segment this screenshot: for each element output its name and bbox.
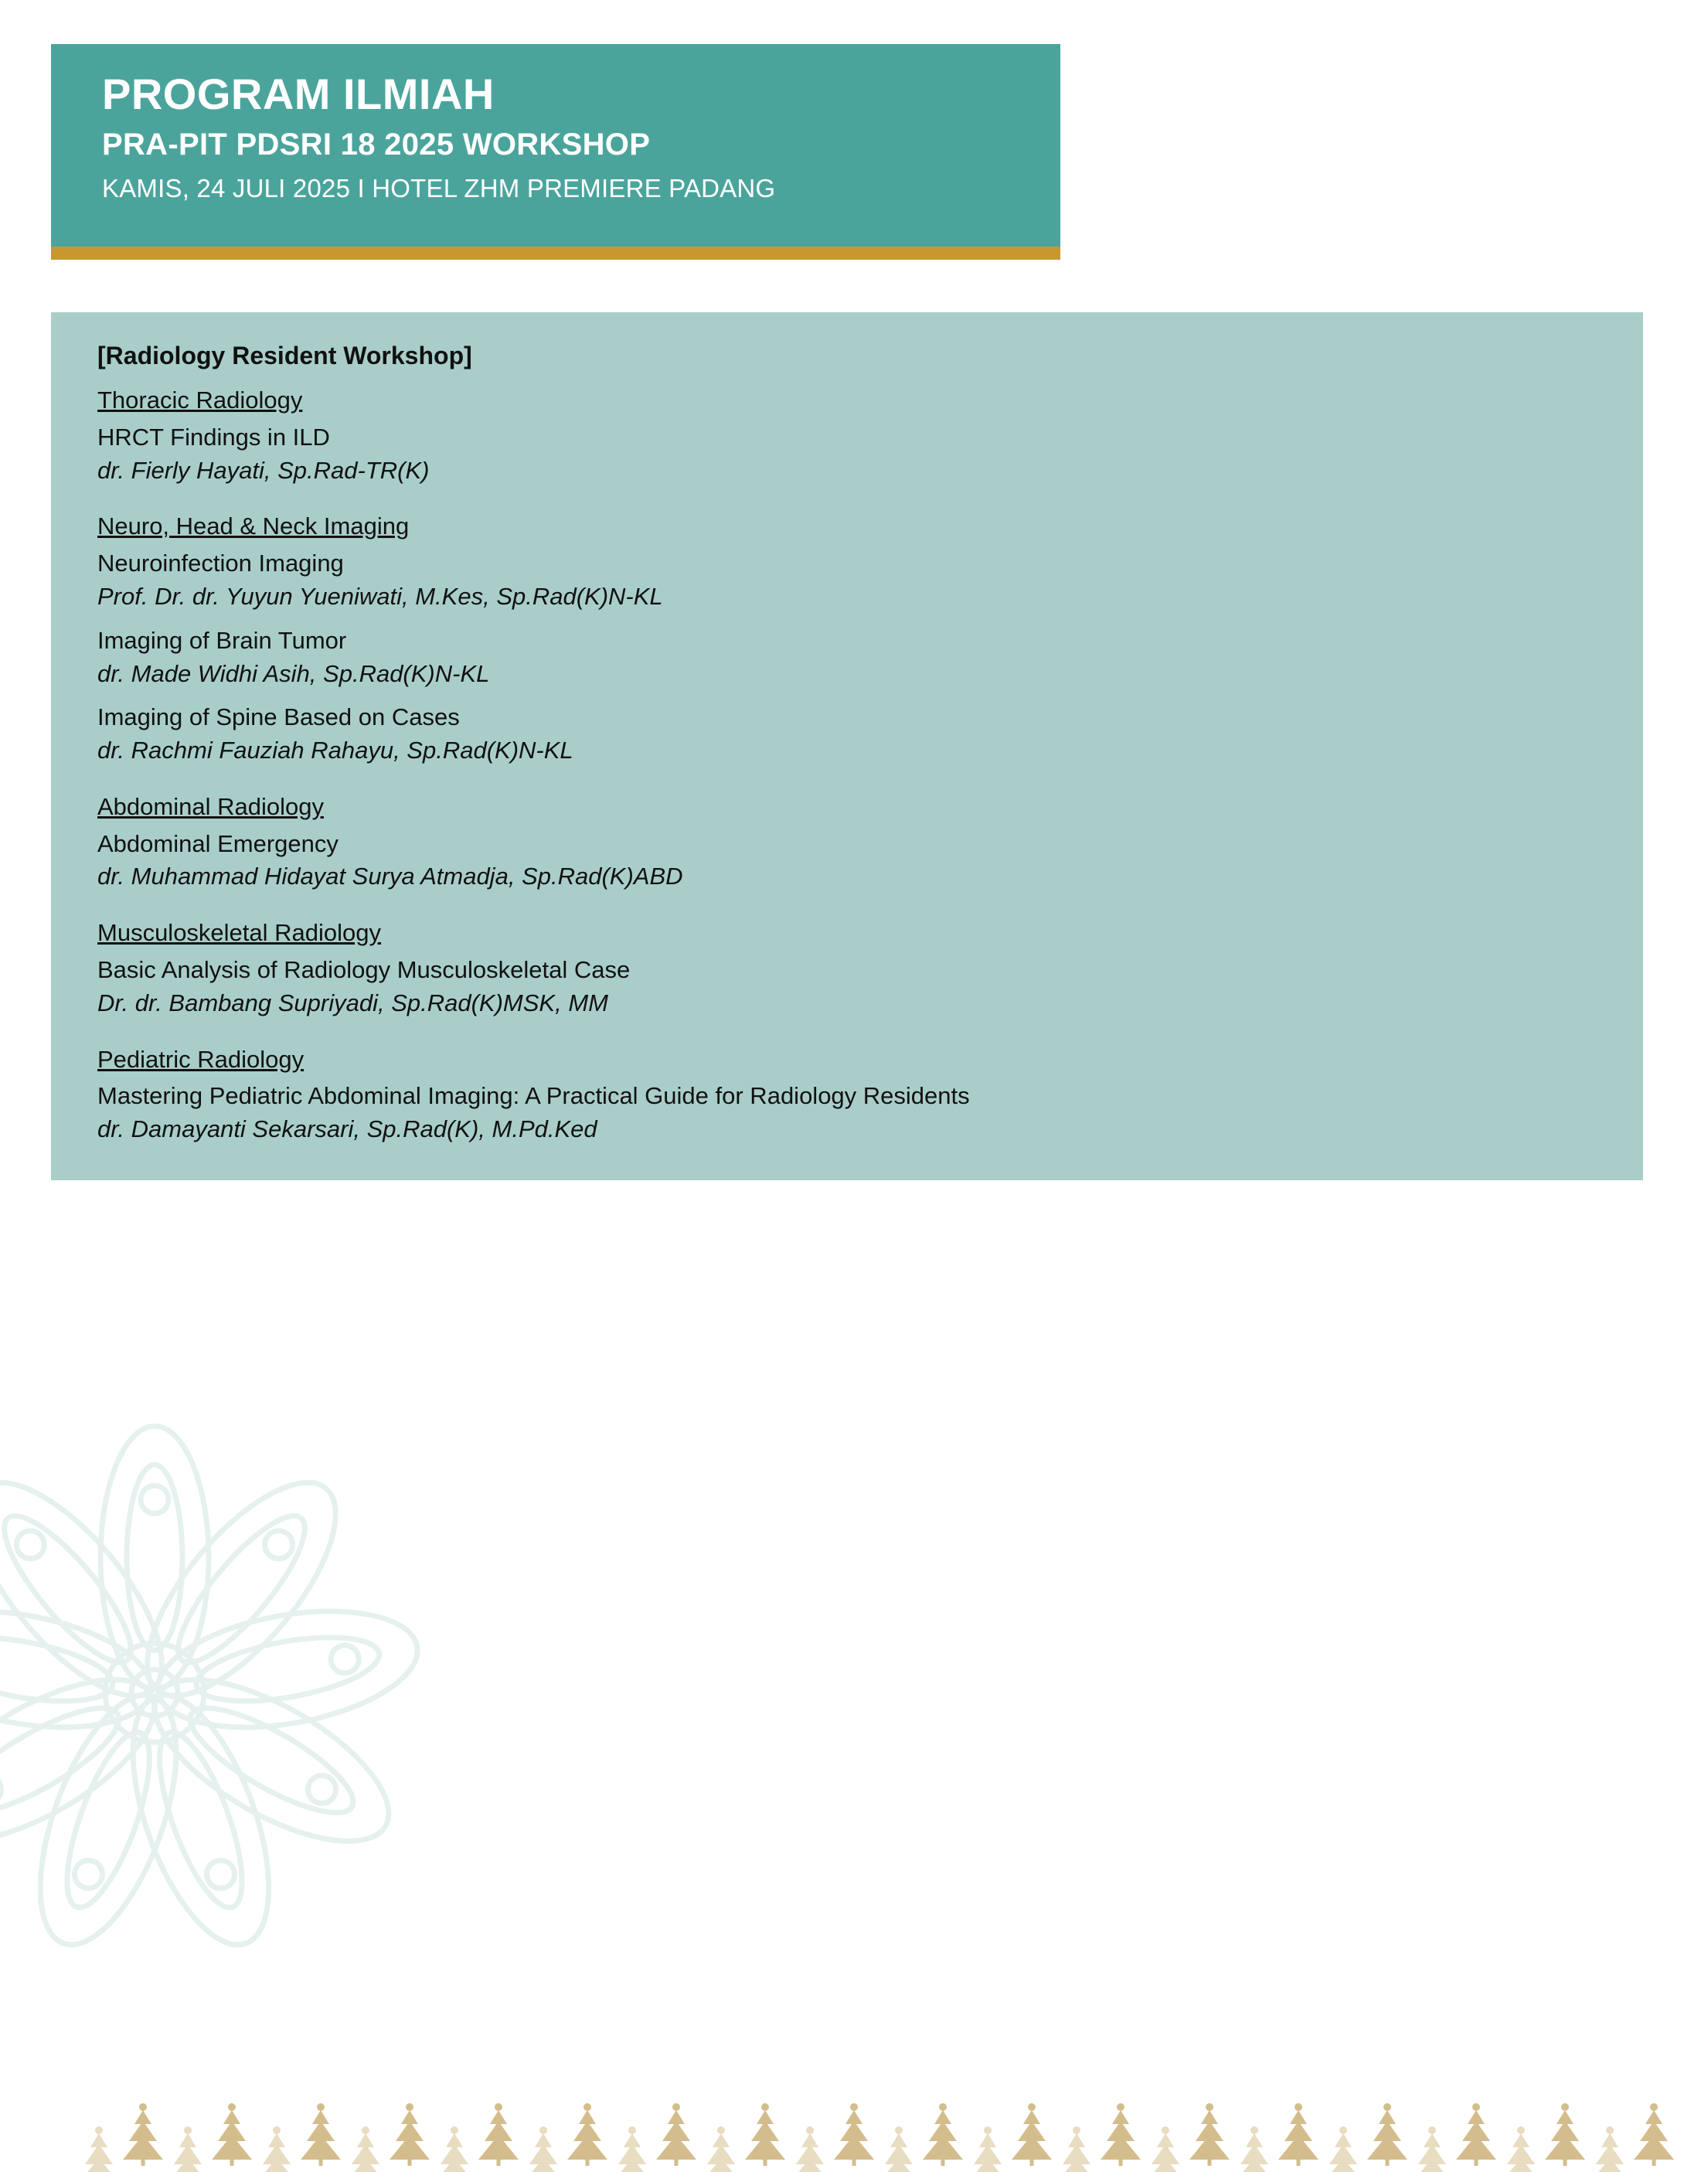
program-entry (97, 625, 1597, 691)
section-heading: Thoracic Radiology (97, 386, 303, 414)
program-section (97, 917, 1597, 1020)
entry-speaker: Prof. Dr. dr. Yuyun Yueniwati, M.Kes, Sp.Rad(K)N-KL (97, 582, 663, 610)
section-heading: Abdominal Radiology (97, 792, 324, 820)
page-subtitle: PRA-PIT PDSRI 18 2025 WORKSHOP (102, 127, 651, 162)
tree-pattern-icon (0, 2025, 1708, 2172)
entry-speaker: dr. Made Widhi Asih, Sp.Rad(K)N-KL (97, 659, 490, 687)
entry-topic: Abdominal Emergency (97, 829, 339, 857)
entry-speaker: dr. Damayanti Sekarsari, Sp.Rad(K), M.Pd.Ked (97, 1115, 597, 1143)
entry-topic: Imaging of Brain Tumor (97, 626, 347, 654)
header-accent-bar (51, 247, 1060, 260)
page-title: PROGRAM ILMIAH (102, 70, 495, 118)
program-entry (97, 954, 1597, 1020)
program-entry (97, 421, 1597, 488)
program-entry (97, 547, 1597, 614)
floral-mandala-icon (0, 1345, 502, 2041)
entry-speaker: dr. Fierly Hayati, Sp.Rad-TR(K) (97, 456, 430, 484)
program-entry (97, 701, 1597, 768)
event-date-venue: KAMIS, 24 JULI 2025 I HOTEL ZHM PREMIERE PADANG (102, 173, 776, 203)
section-heading: Neuro, Head & Neck Imaging (97, 512, 410, 540)
header-banner (51, 44, 1060, 257)
entry-topic: Mastering Pediatric Abdominal Imaging: A Practical Guide for Radiology Residents (97, 1082, 970, 1110)
entry-topic: Imaging of Spine Based on Cases (97, 703, 460, 731)
entry-speaker: dr. Muhammad Hidayat Surya Atmadja, Sp.Rad(K)ABD (97, 863, 683, 890)
card-title: [Radiology Resident Workshop] (97, 342, 472, 369)
program-section (97, 791, 1597, 894)
entry-topic: HRCT Findings in ILD (97, 423, 330, 451)
section-heading: Pediatric Radiology (97, 1045, 305, 1073)
program-entry (97, 1080, 1597, 1146)
section-heading: Musculoskeletal Radiology (97, 919, 382, 947)
program-entry (97, 828, 1597, 894)
program-section (97, 510, 1597, 767)
entry-topic: Basic Analysis of Radiology Musculoskeletal Case (97, 956, 631, 984)
program-section (97, 1043, 1597, 1146)
program-section (97, 384, 1597, 487)
program-card (51, 312, 1643, 1180)
entry-speaker: dr. Rachmi Fauziah Rahayu, Sp.Rad(K)N-KL (97, 737, 573, 764)
entry-topic: Neuroinfection Imaging (97, 550, 344, 577)
entry-speaker: Dr. dr. Bambang Supriyadi, Sp.Rad(K)MSK, MM (97, 989, 608, 1016)
